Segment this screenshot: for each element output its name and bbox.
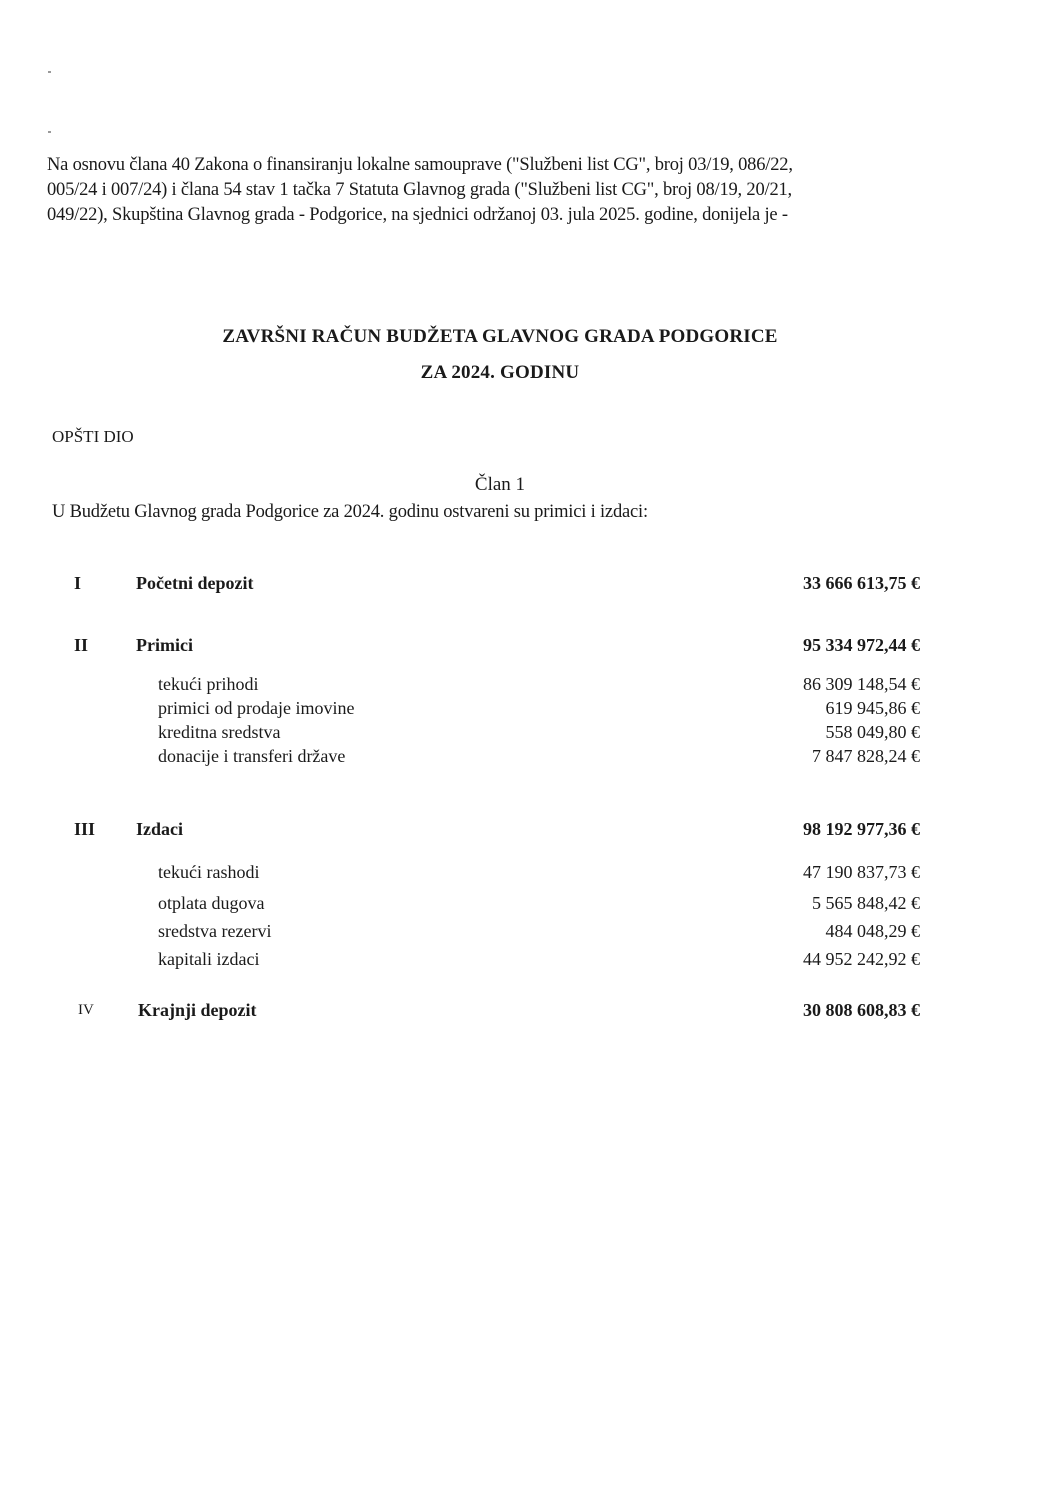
budget-row-expenditures — [0, 819, 1058, 843]
budget-subrow — [0, 921, 1058, 945]
subrow-amount: 484 048,29 € — [825, 921, 920, 941]
budget-subrow — [0, 949, 1058, 973]
subrow-amount: 5 565 848,42 € — [812, 893, 920, 913]
row-label: Primici — [136, 635, 193, 655]
budget-subrow — [0, 862, 1058, 886]
article-intro: U Budžetu Glavnog grada Podgorice za 2024. godinu ostvareni su primici i izdaci: — [52, 502, 648, 522]
budget-row-opening — [0, 573, 1058, 597]
budget-row-receipts — [0, 635, 1058, 659]
row-label: Krajnji depozit — [138, 1000, 257, 1020]
subrow-label: donacije i transferi države — [158, 746, 346, 766]
row-label: Izdaci — [136, 819, 183, 839]
document-subtitle: ZA 2024. GODINU — [420, 362, 580, 383]
budget-subrow — [0, 722, 1058, 746]
scan-artifact — [48, 71, 51, 73]
section-label: OPŠTI DIO — [52, 427, 134, 446]
row-amount: 33 666 613,75 € — [803, 573, 920, 593]
subrow-amount: 44 952 242,92 € — [803, 949, 920, 969]
budget-subrow — [0, 746, 1058, 770]
subrow-amount: 619 945,86 € — [825, 698, 920, 718]
subrow-amount: 47 190 837,73 € — [803, 862, 920, 882]
subrow-label: tekući rashodi — [158, 862, 260, 882]
row-label: Početni depozit — [136, 573, 254, 593]
document-title: ZAVRŠNI RAČUN BUDŽETA GLAVNOG GRADA PODGORICE — [222, 326, 778, 347]
preamble-line: 049/22), Skupština Glavnog grada - Podgorice, na sjednici održanoj 03. jula 2025. godine, donijela je - — [47, 205, 788, 225]
row-number: I — [74, 573, 82, 593]
subrow-label: kreditna sredstva — [158, 722, 281, 742]
row-amount: 98 192 977,36 € — [803, 819, 920, 839]
legal-preamble — [47, 153, 1007, 228]
budget-subrow — [0, 893, 1058, 917]
subrow-label: otplata dugova — [158, 893, 265, 913]
budget-subrow — [0, 698, 1058, 722]
subrow-amount: 7 847 828,24 € — [812, 746, 920, 766]
row-number: III — [74, 819, 96, 839]
budget-subrow — [0, 674, 1058, 698]
row-number: IV — [78, 1002, 94, 1018]
preamble-line: 005/24 i 007/24) i člana 54 stav 1 tačka 7 Statuta Glavnog grada ("Službeni list CG", broj 08/19, 20/21, — [47, 180, 792, 200]
subrow-label: primici od prodaje imovine — [158, 698, 355, 718]
row-amount: 95 334 972,44 € — [803, 635, 920, 655]
subrow-label: tekući prihodi — [158, 674, 259, 694]
preamble-line: Na osnovu člana 40 Zakona o finansiranju lokalne samouprave ("Službeni list CG", broj 03/19, 086/22, — [47, 155, 793, 175]
budget-row-closing — [0, 1000, 1058, 1024]
row-amount: 30 808 608,83 € — [803, 1000, 920, 1020]
article-heading: Član 1 — [474, 474, 526, 495]
subrow-label: kapitali izdaci — [158, 949, 260, 969]
row-number: II — [74, 635, 89, 655]
scan-artifact — [48, 131, 51, 133]
subrow-amount: 558 049,80 € — [825, 722, 920, 742]
subrow-label: sredstva rezervi — [158, 921, 272, 941]
subrow-amount: 86 309 148,54 € — [803, 674, 920, 694]
